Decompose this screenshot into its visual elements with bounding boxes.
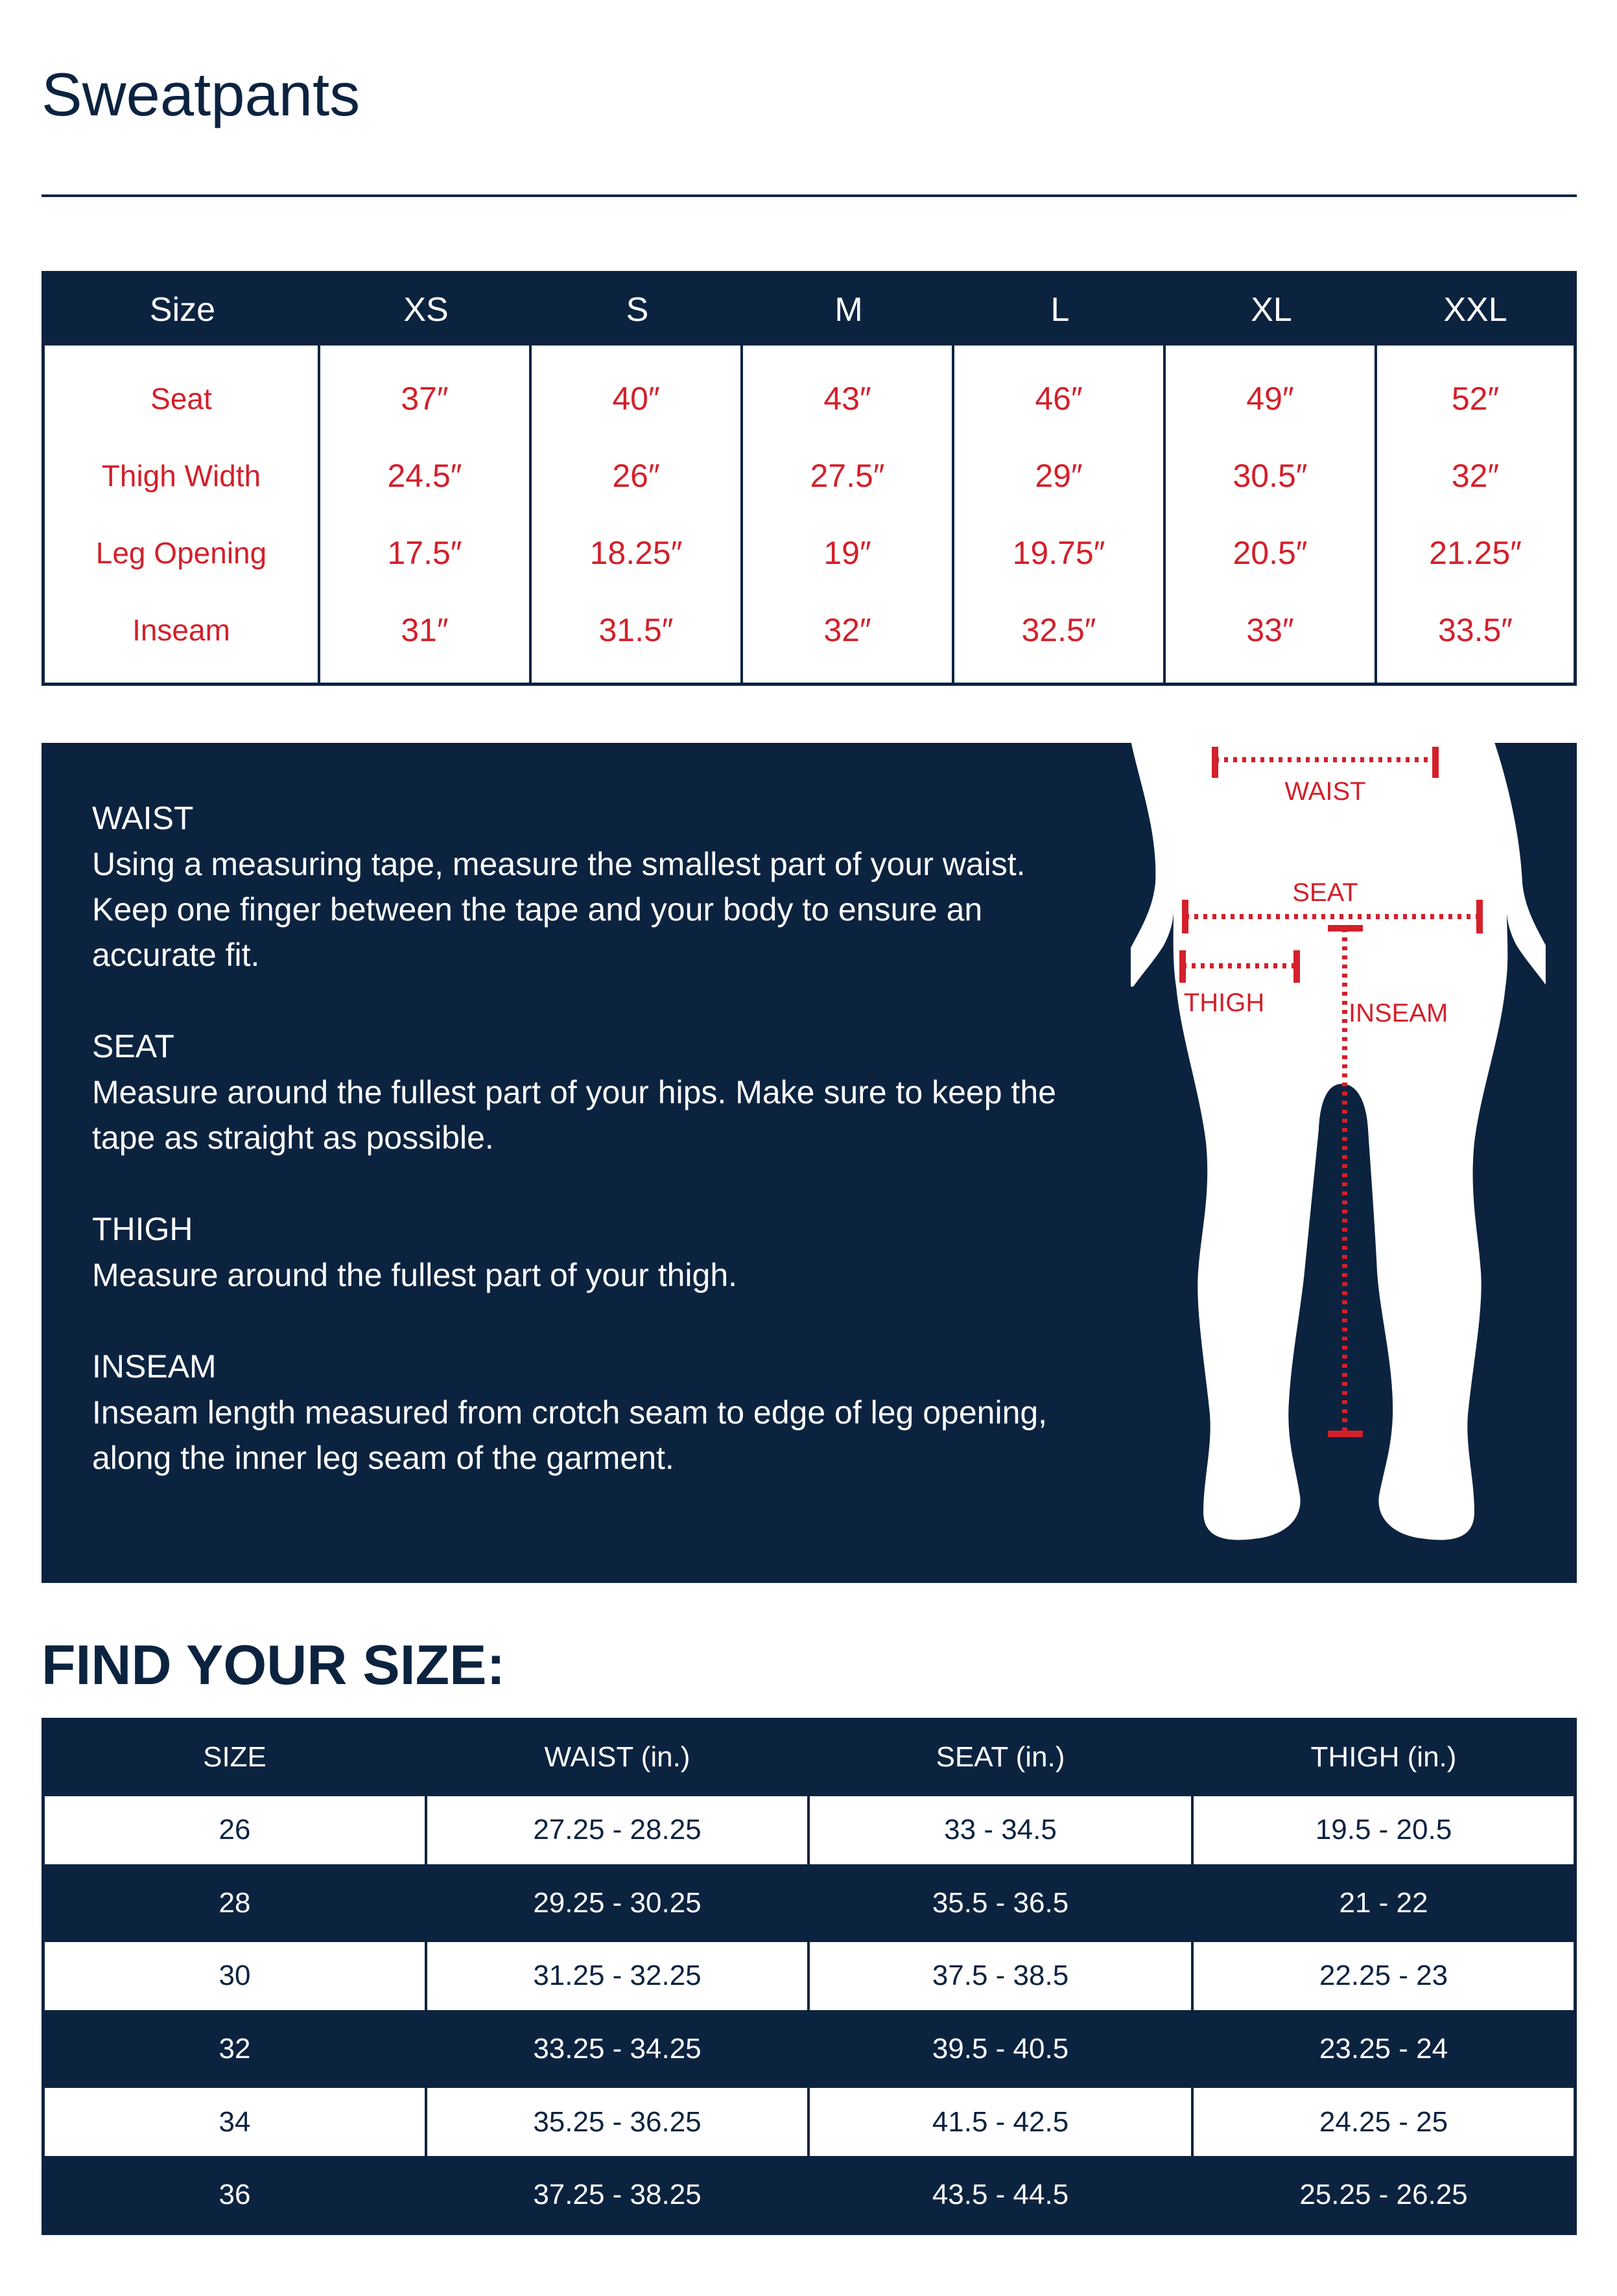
- value-cell: 17.5″: [387, 534, 462, 571]
- value-cell: 43″: [823, 380, 871, 417]
- table-row: [45, 2013, 1574, 2086]
- waist-cell: 27.25 - 28.25: [427, 1794, 810, 1867]
- size-chart-body: [45, 346, 1574, 683]
- find-table-header: [45, 1721, 1574, 1794]
- header-size: SIZE: [45, 1721, 427, 1794]
- header-s: S: [626, 291, 649, 329]
- seat-heading: SEAT: [92, 1028, 174, 1064]
- seat-cell: 41.5 - 42.5: [810, 2085, 1194, 2159]
- value-cell: 21.25″: [1429, 534, 1522, 571]
- measuring-instructions: [92, 795, 1078, 1526]
- value-cell: 37″: [401, 380, 449, 417]
- value-cell: 26″: [612, 457, 660, 494]
- header-seat: SEAT (in.): [810, 1721, 1194, 1794]
- thigh-text: Measure around the fullest part of your thigh.: [92, 1257, 738, 1293]
- waist-cell: 35.25 - 36.25: [427, 2085, 810, 2159]
- seat-cell: 37.5 - 38.5: [810, 1939, 1194, 2013]
- table-row: [45, 1939, 1574, 2013]
- header-thigh: THIGH (in.): [1310, 1741, 1457, 1773]
- figure-label-waist: WAIST: [1284, 777, 1366, 806]
- value-cell: 18.25″: [589, 534, 683, 571]
- size-chart-table: [41, 271, 1577, 686]
- seat-section: [92, 1023, 1078, 1160]
- value-cell: 32″: [1451, 457, 1500, 494]
- thigh-heading: THIGH: [92, 1211, 193, 1247]
- waist-heading: WAIST: [92, 800, 194, 836]
- header-xl: XL: [1251, 291, 1292, 329]
- header-waist: WAIST (in.): [427, 1721, 810, 1794]
- thigh-cell: 23.25 - 24: [1319, 2033, 1448, 2065]
- row-label-inseam: Inseam: [132, 613, 230, 647]
- thigh-section: [92, 1206, 1078, 1298]
- header-xs: XS: [403, 291, 449, 329]
- table-row: [45, 1794, 1574, 1867]
- title-divider: [41, 194, 1577, 197]
- row-label-seat: Seat: [150, 381, 212, 416]
- value-cell: 32.5″: [1021, 611, 1096, 648]
- column-xl: [1166, 346, 1377, 683]
- waist-cell: 29.25 - 30.25: [427, 1867, 810, 1940]
- figure-label-seat: SEAT: [1292, 878, 1358, 907]
- value-cell: 40″: [612, 380, 660, 417]
- inseam-heading: INSEAM: [92, 1348, 217, 1385]
- waist-cell: 31.25 - 32.25: [427, 1939, 810, 2013]
- size-cell: 36: [45, 2159, 427, 2232]
- thigh-cell: 25.25 - 26.25: [1299, 2179, 1468, 2211]
- thigh-cell: 24.25 - 25: [1194, 2085, 1574, 2159]
- body-silhouette-icon: [1131, 743, 1546, 1540]
- size-chart-header: [45, 274, 1574, 346]
- header-size: Size: [149, 291, 216, 329]
- value-cell: 24.5″: [387, 457, 462, 494]
- find-your-size-table: [41, 1718, 1577, 2235]
- seat-cell: 35.5 - 36.5: [810, 1867, 1194, 1940]
- column-s: [532, 346, 743, 683]
- size-cell: 30: [45, 1939, 427, 2013]
- value-cell: 49″: [1246, 380, 1294, 417]
- value-cell: 32″: [823, 611, 871, 648]
- page-title: Sweatpants: [41, 60, 360, 128]
- table-row: [45, 2159, 1574, 2232]
- column-xs: [320, 346, 532, 683]
- value-cell: 46″: [1035, 380, 1083, 417]
- table-row: [45, 2085, 1574, 2159]
- row-label-leg-opening: Leg Opening: [95, 535, 267, 570]
- column-xxl: [1377, 346, 1574, 683]
- value-cell: 19.75″: [1012, 534, 1105, 571]
- waist-section: [92, 795, 1078, 978]
- table-row: [45, 1867, 1574, 1940]
- thigh-cell: 19.5 - 20.5: [1194, 1794, 1574, 1867]
- measuring-guide-panel: [41, 743, 1577, 1583]
- size-cell: 28: [45, 1867, 427, 1940]
- seat-text: Measure around the fullest part of your hips. Make sure to keep the tape as straight as possible.: [92, 1074, 1056, 1156]
- thigh-cell: 22.25 - 23: [1194, 1939, 1574, 2013]
- header-l: L: [1050, 291, 1070, 329]
- column-l: [954, 346, 1166, 683]
- figure-label-thigh: THIGH: [1183, 989, 1265, 1017]
- value-cell: 30.5″: [1233, 457, 1308, 494]
- value-cell: 31″: [401, 611, 449, 648]
- inseam-text: Inseam length measured from crotch seam to edge of leg opening, along the inner leg seam of the garment.: [92, 1394, 1048, 1476]
- waist-text: Using a measuring tape, measure the smallest part of your waist. Keep one finger between the tape and your body to ensure an accurate fit.: [92, 846, 1026, 973]
- inseam-section: [92, 1343, 1078, 1481]
- row-label-thigh-width: Thigh Width: [101, 458, 261, 493]
- value-cell: 29″: [1035, 457, 1083, 494]
- seat-cell: 43.5 - 44.5: [810, 2159, 1194, 2232]
- seat-cell: 39.5 - 40.5: [810, 2013, 1194, 2086]
- value-cell: 20.5″: [1233, 534, 1308, 571]
- value-cell: 33.5″: [1437, 611, 1513, 648]
- waist-cell: 33.25 - 34.25: [427, 2013, 810, 2086]
- find-your-size-title: FIND YOUR SIZE:: [41, 1634, 506, 1696]
- value-cell: 33″: [1246, 611, 1294, 648]
- column-m: [743, 346, 954, 683]
- waist-cell: 37.25 - 38.25: [427, 2159, 810, 2232]
- value-cell: 19″: [823, 534, 871, 571]
- value-cell: 52″: [1451, 380, 1500, 417]
- size-cell: 34: [45, 2085, 427, 2159]
- size-cell: 32: [45, 2013, 427, 2086]
- value-cell: 27.5″: [810, 457, 885, 494]
- value-cell: 31.5″: [598, 611, 674, 648]
- seat-cell: 33 - 34.5: [810, 1794, 1194, 1867]
- row-labels-column: [45, 346, 320, 683]
- size-cell: 26: [45, 1794, 427, 1867]
- thigh-cell: 21 - 22: [1339, 1886, 1428, 1919]
- figure-label-inseam: INSEAM: [1349, 999, 1448, 1027]
- header-xxl: XXL: [1443, 291, 1507, 329]
- header-m: M: [834, 291, 863, 329]
- body-measurement-figure: [1053, 743, 1546, 1583]
